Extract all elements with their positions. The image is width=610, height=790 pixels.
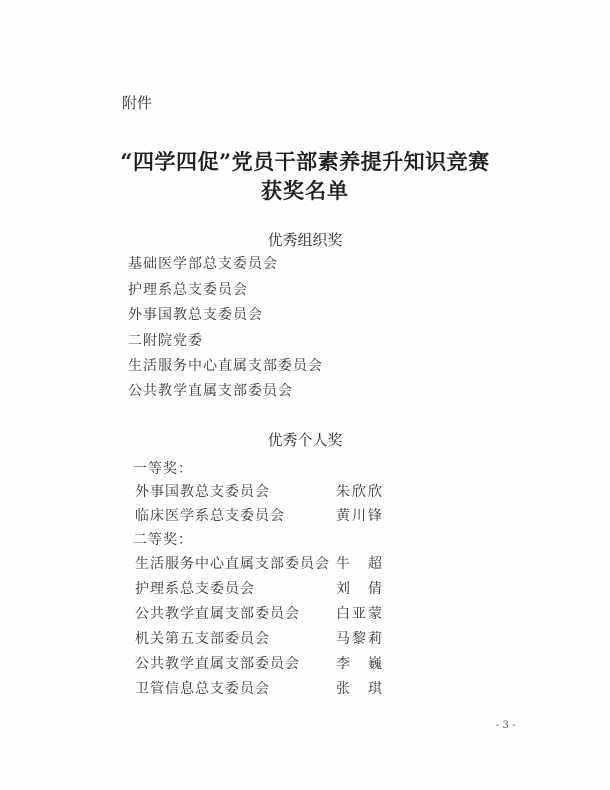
first-prize-label: 一等奖：: [133, 461, 193, 477]
winner-name: 朱欣欣: [336, 484, 384, 500]
org-award-item: 公共教学直属支部委员会: [128, 383, 293, 399]
winner-org: 生活服务中心直属支部委员会: [135, 556, 330, 572]
page-number: - 3 -: [496, 720, 516, 731]
org-award-heading: 优秀组织奖: [267, 231, 343, 249]
winner-org: 外事国教总支委员会: [135, 484, 270, 500]
org-award-item: 基础医学部总支委员会: [128, 256, 278, 272]
org-award-item: 二附院党委: [128, 333, 203, 349]
winner-name: 牛 超: [336, 556, 384, 572]
winner-org: 公共教学直属支部委员会: [135, 656, 300, 672]
winner-name: 刘 倩: [336, 581, 384, 597]
title-line-1: “四学四促”党员干部素养提升知识竞赛: [120, 149, 490, 174]
winner-name: 张 琪: [336, 681, 384, 697]
org-award-item: 生活服务中心直属支部委员会: [128, 358, 323, 374]
winner-name: 马黎莉: [336, 631, 384, 647]
second-prize-label: 二等奖：: [133, 532, 193, 548]
winner-org: 卫管信息总支委员会: [135, 681, 270, 697]
org-award-item: 外事国教总支委员会: [128, 307, 263, 323]
title-line-2: 获奖名单: [261, 178, 349, 203]
individual-award-heading: 优秀个人奖: [267, 431, 343, 449]
winner-org: 护理系总支委员会: [135, 581, 255, 597]
winner-org: 临床医学系总支委员会: [135, 508, 285, 524]
attachment-label: 附件: [122, 94, 153, 112]
winner-name: 李 巍: [336, 656, 384, 672]
winner-name: 白亚蒙: [336, 606, 384, 622]
winner-name: 黄川锋: [336, 508, 384, 524]
winner-org: 机关第五支部委员会: [135, 631, 270, 647]
winner-org: 公共教学直属支部委员会: [135, 606, 300, 622]
org-award-item: 护理系总支委员会: [128, 282, 248, 298]
